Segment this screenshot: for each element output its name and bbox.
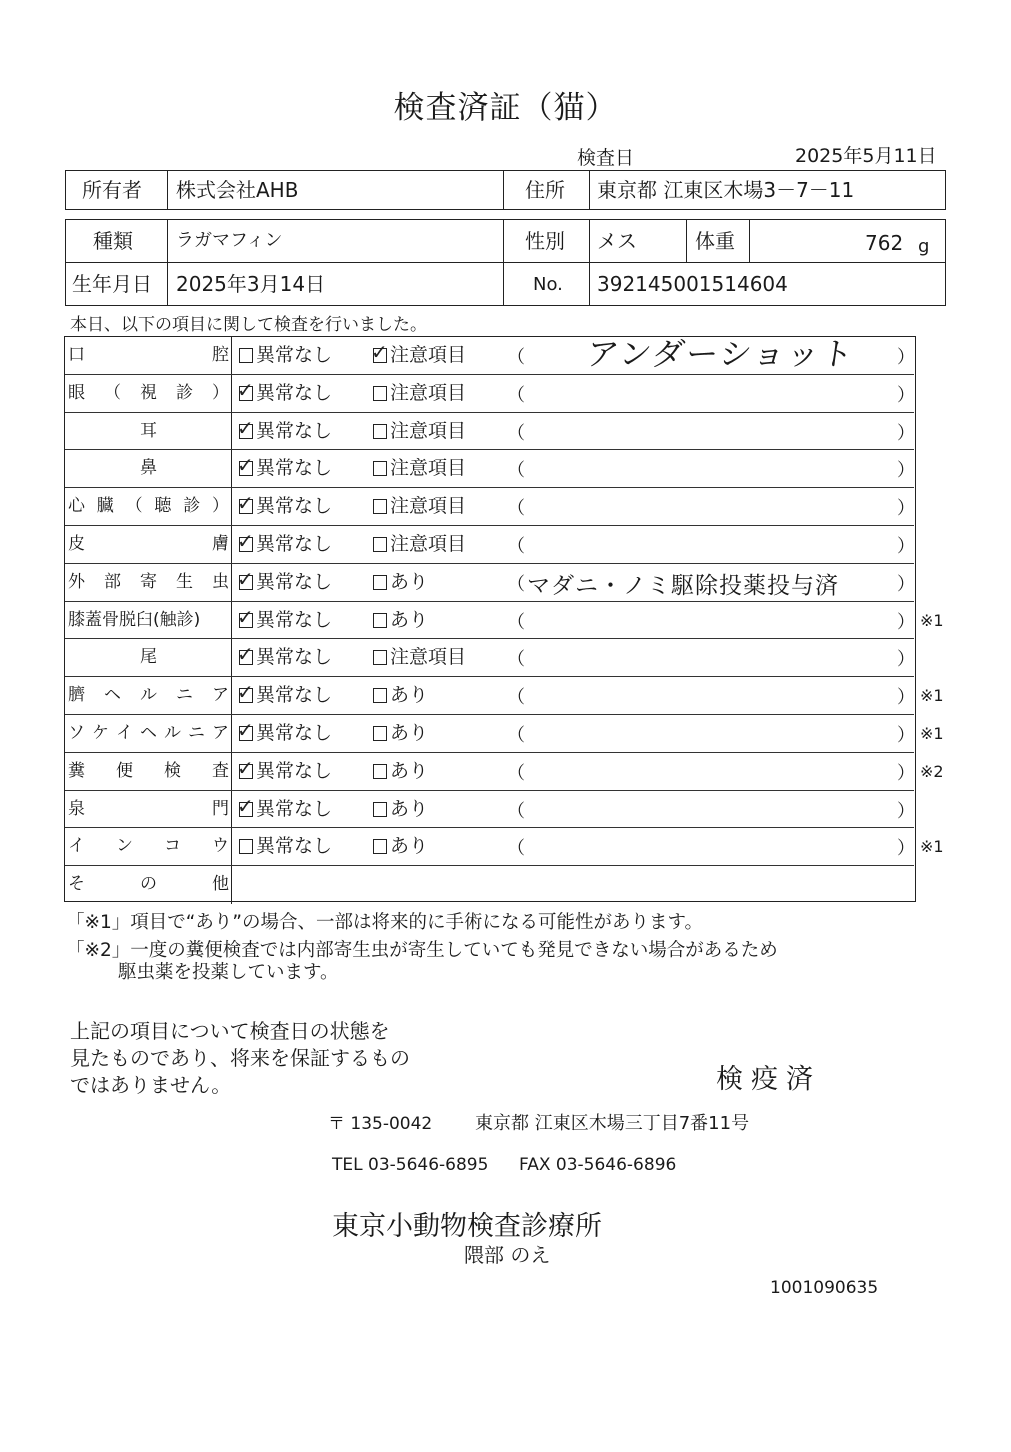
checkbox-icon [237,642,254,667]
attention-checkbox[interactable]: 注意項目 [373,456,466,480]
attention-checkbox[interactable]: あり [373,570,428,594]
checkbox-icon [373,688,387,703]
exam-item-label: ソ ケ イ ヘ ル ニ ア [68,723,229,743]
breed-value: ラガマフィン [176,230,283,251]
checkbox-icon [373,726,387,741]
checkbox-icon [237,604,254,629]
attention-checkbox[interactable]: あり [373,721,428,745]
normal-checkbox[interactable]: 異常なし [239,343,332,367]
checkmark-icon: ✓ [237,718,254,742]
exam-item-label: 糞 便 検 査 [68,760,229,781]
footnote-ref: ※2 [920,761,944,781]
exam-row: 耳 ✓ 異常なし 注意項目 （ ） [65,413,914,451]
exam-item-label: 尾 [140,647,157,668]
clinic-tel: TEL 03-5646-6895 [332,1155,489,1175]
checkbox-icon [371,340,388,364]
exam-item-label: 膝蓋骨脱臼(触診) [68,609,201,630]
footnote-1: 「※1」項目で“あり”の場合、一部は将来的に手術になる可能性があります。 [66,912,703,933]
normal-checkbox[interactable]: ✓ 異常なし [237,529,333,555]
checkbox-icon [237,453,254,478]
footnote-2: 「※2」一度の糞便検査では内部寄生虫が寄生していても発見できない場合があるため [66,940,778,961]
footnote-ref: ※1 [920,837,944,857]
attention-checkbox[interactable]: 注意項目 [373,381,466,405]
normal-checkbox[interactable]: ✓ 異常なし [237,755,333,782]
normal-checkbox[interactable]: ✓ 異常なし [237,491,333,518]
checkmark-icon: ✓ [237,793,254,818]
checkbox-icon [237,566,254,591]
checkbox-icon [239,839,253,854]
weight-value: 762 [865,231,904,255]
exam-row: 臍 ヘ ル ニ ア ✓ 異常なし あり （ ） [65,677,914,715]
disclaimer-line-3: ではありません。 [70,1073,232,1097]
checkbox-icon [237,529,254,553]
attention-checkbox[interactable]: あり [373,683,428,707]
normal-checkbox[interactable]: ✓ 異常なし [237,680,333,707]
checkbox-icon [373,650,387,665]
normal-checkbox[interactable]: ✓ 異常なし [237,642,333,669]
checkmark-icon: ✓ [237,415,254,440]
attention-checkbox[interactable]: ✓ 注意項目 [371,340,467,366]
checkbox-icon [237,680,254,705]
checkbox-icon [373,839,387,854]
exam-item-label: 眼 （ 視 診 ） [68,382,229,403]
exam-row: 口 腔 異常なし ✓ 注意項目 （ ） アンダーショット [65,337,914,375]
exam-grid [64,336,916,902]
checkmark-icon: ✓ [237,491,254,516]
handwritten-note: アンダーショット [584,335,858,373]
checkmark-icon: ✓ [237,604,254,629]
owner-label: 所有者 [82,178,142,202]
exam-item-label: イ ン コ ウ [68,836,229,857]
document-title: 検査済証（猫） [393,90,618,126]
checkbox-icon [237,755,254,780]
checkbox-icon [373,764,387,779]
other-label: そ の 他 [68,874,229,895]
intro-text: 本日、以下の項目に関して検査を行いました。 [70,315,427,335]
exam-item-label: 臍 ヘ ル ニ ア [68,685,229,706]
footnote-ref: ※1 [920,724,944,743]
checkbox-icon [237,793,254,818]
checkbox-icon [373,499,387,514]
clinic-name: 東京小動物検査診療所 [332,1211,602,1242]
checkbox-icon [237,415,254,440]
note-text: マダニ・ノミ駆除投薬投与済 [527,572,839,599]
weight-unit: g [918,236,930,257]
doctor-name: 隈部 のえ [464,1243,551,1267]
checkmark-icon: ✓ [237,642,254,667]
disclaimer-line-1: 上記の項目について検査日の状態を [70,1019,390,1043]
exam-date-label: 検査日 [577,147,635,169]
checkmark-icon: ✓ [237,453,254,478]
attention-checkbox[interactable]: あり [373,759,428,783]
exam-item-label: 鼻 [140,458,157,479]
exam-row: 外 部 寄 生 虫 ✓ 異常なし あり （ ） マダニ・ノミ駆除投薬投与済 [65,564,914,602]
exam-item-label: 耳 [140,420,157,441]
exam-row: イ ン コ ウ 異常なし あり （ ） [65,828,914,866]
attention-checkbox[interactable]: あり [373,797,428,821]
footnote-2-cont: 駆虫薬を投薬しています。 [118,962,339,983]
sex-value: メス [597,229,637,253]
checkbox-icon [373,461,387,476]
owner-value: 株式会社AHB [176,178,299,202]
exam-row: 尾 ✓ 異常なし 注意項目 （ ） [65,639,914,677]
checkbox-icon [237,377,254,402]
address-label: 住所 [525,178,565,202]
no-value: 392145001514604 [597,272,788,296]
exam-item-label: 泉 門 [68,798,229,819]
checkmark-icon: ✓ [237,529,254,553]
no-label: No. [533,274,563,295]
breed-label: 種類 [93,229,133,253]
attention-checkbox[interactable]: 注意項目 [373,419,466,443]
checkmark-icon: ✓ [237,755,254,780]
exam-row: 泉 門 ✓ 異常なし あり （ ） [65,791,914,829]
sex-label: 性別 [525,229,565,253]
footnote-ref: ※1 [920,686,944,706]
checkmark-icon: ✓ [237,566,254,591]
address-value: 東京都 江東区木場3－7－11 [597,178,855,202]
normal-checkbox[interactable]: ✓ 異常なし [237,566,333,593]
normal-checkbox[interactable]: ✓ 異常なし [237,377,333,404]
document-id: 1001090635 [770,1278,879,1298]
birth-value: 2025年3月14日 [176,272,326,296]
clinic-postal: 〒 135-0042 [328,1114,433,1134]
checkbox-icon [373,424,387,439]
checkbox-icon [237,718,254,742]
exam-item-label: 心 臓 （ 聴 診 ） [68,496,229,517]
exam-item-label: 皮 膚 [68,534,229,554]
normal-checkbox[interactable]: ✓ 異常なし [237,718,333,744]
checkbox-icon [237,491,254,516]
exam-row: 心 臓 （ 聴 診 ） ✓ 異常なし 注意項目 （ ） [65,488,914,526]
checkmark-icon: ✓ [237,377,254,402]
normal-checkbox[interactable]: ✓ 異常なし [237,453,333,480]
exam-row: ソ ケ イ ヘ ル ニ ア ✓ 異常なし あり （ ） [65,715,914,753]
attention-checkbox[interactable]: あり [373,834,428,858]
exam-row: 眼 （ 視 診 ） ✓ 異常なし 注意項目 （ ） [65,375,914,413]
checkbox-icon [373,386,387,401]
attention-checkbox[interactable]: 注意項目 [373,645,466,669]
attention-checkbox[interactable]: 注意項目 [373,532,466,556]
weight-label: 体重 [695,229,735,253]
normal-checkbox[interactable]: ✓ 異常なし [237,604,333,631]
checkbox-icon [373,575,387,590]
normal-checkbox[interactable]: ✓ 異常なし [237,415,333,442]
checkmark-icon: ✓ [371,340,388,364]
birth-label: 生年月日 [72,272,152,296]
exam-item-label: 外 部 寄 生 虫 [68,571,229,592]
exam-row: 糞 便 検 査 ✓ 異常なし あり （ ） [65,753,914,791]
clinic-address: 東京都 江東区木場三丁目7番11号 [475,1113,750,1134]
checkbox-icon [373,802,387,817]
attention-checkbox[interactable]: あり [373,608,428,632]
checkbox-icon [373,613,387,628]
checkbox-icon [373,537,387,552]
exam-item-label: 口 腔 [68,345,229,365]
exam-row: 鼻 ✓ 異常なし 注意項目 （ ） [65,450,914,488]
normal-checkbox[interactable]: 異常なし [239,834,332,858]
clinic-fax: FAX 03-5646-6896 [519,1155,677,1175]
exam-row: 膝蓋骨脱臼(触診) ✓ 異常なし あり （ ） [65,602,914,640]
attention-checkbox[interactable]: 注意項目 [373,494,466,518]
exam-row: 皮 膚 ✓ 異常なし 注意項目 （ ） [65,526,914,564]
quarantine-stamp: 検疫済 [716,1064,821,1095]
exam-date: 2025年5月11日 [795,145,937,167]
disclaimer-line-2: 見たものであり、将来を保証するもの [70,1046,410,1070]
footnote-ref: ※1 [920,610,944,630]
exam-row-other [65,866,914,904]
checkbox-icon [239,348,253,363]
checkmark-icon: ✓ [237,680,254,705]
normal-checkbox[interactable]: ✓ 異常なし [237,793,333,820]
